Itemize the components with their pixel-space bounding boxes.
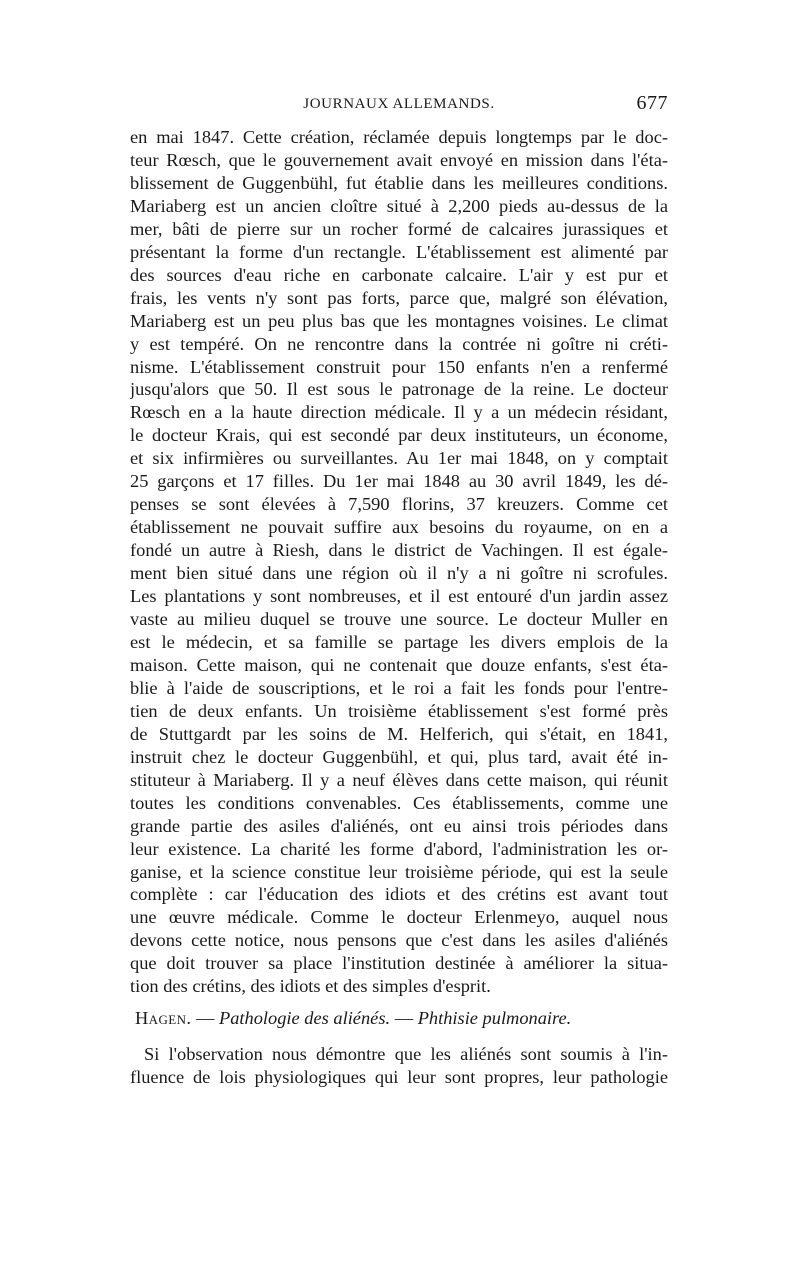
heading-author: Hagen.: [135, 1008, 192, 1029]
text-line: présentant la forme d'un rectangle. L'établissement est alimenté par: [130, 241, 668, 262]
text-line: fondé un autre à Riesh, dans le district de Vachingen. Il est égale-: [130, 540, 668, 561]
text-line: fluence de lois physiologiques qui leur sont propres, leur pathologie: [130, 1067, 668, 1088]
text-line: jusqu'alors que 50. Il est sous le patronage de la reine. Le docteur: [130, 379, 668, 400]
text-line: toutes les conditions convenables. Ces établissements, comme une: [130, 792, 668, 813]
text-line: en mai 1847. Cette création, réclamée depuis longtemps par le doc-: [130, 127, 668, 147]
text-line: grande partie des asiles d'aliénés, ont eu ainsi trois périodes dans: [130, 815, 668, 836]
text-line: établissement ne pouvait suffire aux besoins du royaume, on en a: [130, 517, 668, 538]
text-line: stituteur à Mariaberg. Il y a neuf élèves dans cette maison, qui réunit: [130, 769, 668, 790]
text-line: teur Rœsch, que le gouvernement avait envoyé en mission dans l'éta-: [130, 149, 668, 170]
text-line: y est tempéré. On ne rencontre dans la contrée ni goître ni créti-: [130, 333, 668, 354]
text-line: leur existence. La charité les forme d'abord, l'administration les or-: [130, 838, 668, 859]
body-paragraph-1: [130, 126, 668, 998]
text-line: vaste au milieu duquel se trouve une source. Le docteur Muller en: [130, 609, 668, 630]
running-title: JOURNAUX ALLEMANDS.: [303, 96, 495, 112]
running-header: [130, 92, 668, 122]
text-line: nisme. L'établissement construit pour 150 enfants n'en a renfermé: [130, 356, 668, 377]
text-line: mer, bâti de pierre sur un rocher formé de calcaires jurassiques et: [130, 218, 668, 239]
book-page: [130, 92, 668, 1089]
text-line: Les plantations y sont nombreuses, et il est entouré d'un jardin assez: [130, 586, 668, 607]
text-line: de Stuttgardt par les soins de M. Helferich, qui s'était, en 1841,: [130, 723, 668, 744]
text-line: tien de deux enfants. Un troisième établissement s'est formé près: [130, 700, 668, 721]
text-line: le docteur Krais, qui est secondé par deux instituteurs, un économe,: [130, 425, 668, 446]
heading-separator-2: —: [390, 1008, 418, 1029]
text-line: maison. Cette maison, qui ne contenait que douze enfants, s'est éta-: [130, 654, 668, 675]
text-line: penses se sont élevées à 7,590 florins, 37 kreuzers. Comme cet: [130, 494, 668, 515]
heading-subject-2: Phthisie pulmonaire.: [417, 1008, 572, 1029]
text-line: des sources d'eau riche en carbonate calcaire. L'air y est pur et: [130, 264, 668, 285]
text-line: est le médecin, et sa famille se partage les divers emplois de la: [130, 631, 668, 652]
text-line: et six infirmières ou surveillantes. Au 1er mai 1848, on y comptait: [130, 448, 668, 469]
body-paragraph-2: [130, 1043, 668, 1089]
text-line: instruit chez le docteur Guggenbühl, et qui, plus tard, avait été in-: [130, 746, 668, 767]
text-line: complète : car l'éducation des idiots et des crétins est avant tout: [130, 884, 668, 905]
section-heading: [130, 1007, 668, 1030]
heading-separator-1: —: [191, 1008, 219, 1029]
text-line: devons cette notice, nous pensons que c'est dans les asiles d'aliénés: [130, 930, 668, 951]
text-line: 25 garçons et 17 filles. Du 1er mai 1848 au 30 avril 1849, les dé-: [130, 471, 668, 492]
text-line: ment bien situé dans une région où il n'y a ni goître ni scrofules.: [130, 563, 668, 584]
text-line: frais, les vents n'y sont pas forts, parce que, malgré son élévation,: [130, 287, 668, 308]
text-line: Mariaberg est un ancien cloître situé à 2,200 pieds au-dessus de la: [130, 195, 668, 216]
text-line: tion des crétins, des idiots et des simples d'esprit.: [130, 976, 491, 997]
text-line: que doit trouver sa place l'institution destinée à améliorer la situa-: [130, 953, 668, 974]
text-line: Mariaberg est un peu plus bas que les montagnes voisines. Le climat: [130, 310, 668, 331]
text-line: Si l'observation nous démontre que les aliénés sont soumis à l'in-: [144, 1044, 668, 1065]
heading-subject-1: Pathologie des aliénés.: [218, 1008, 391, 1029]
text-line: blissement de Guggenbühl, fut établie dans les meilleures conditions.: [130, 172, 668, 193]
page-number: 677: [636, 92, 668, 114]
text-line: blie à l'aide de souscriptions, et le roi a fait les fonds pour l'entre-: [130, 677, 668, 698]
text-line: Rœsch en a la haute direction médicale. Il y a un médecin résidant,: [130, 402, 668, 423]
text-line: ganise, et la science constitue leur troisième période, qui est la seule: [130, 861, 668, 882]
text-line: une œuvre médicale. Comme le docteur Erlenmeyo, auquel nous: [130, 907, 668, 928]
